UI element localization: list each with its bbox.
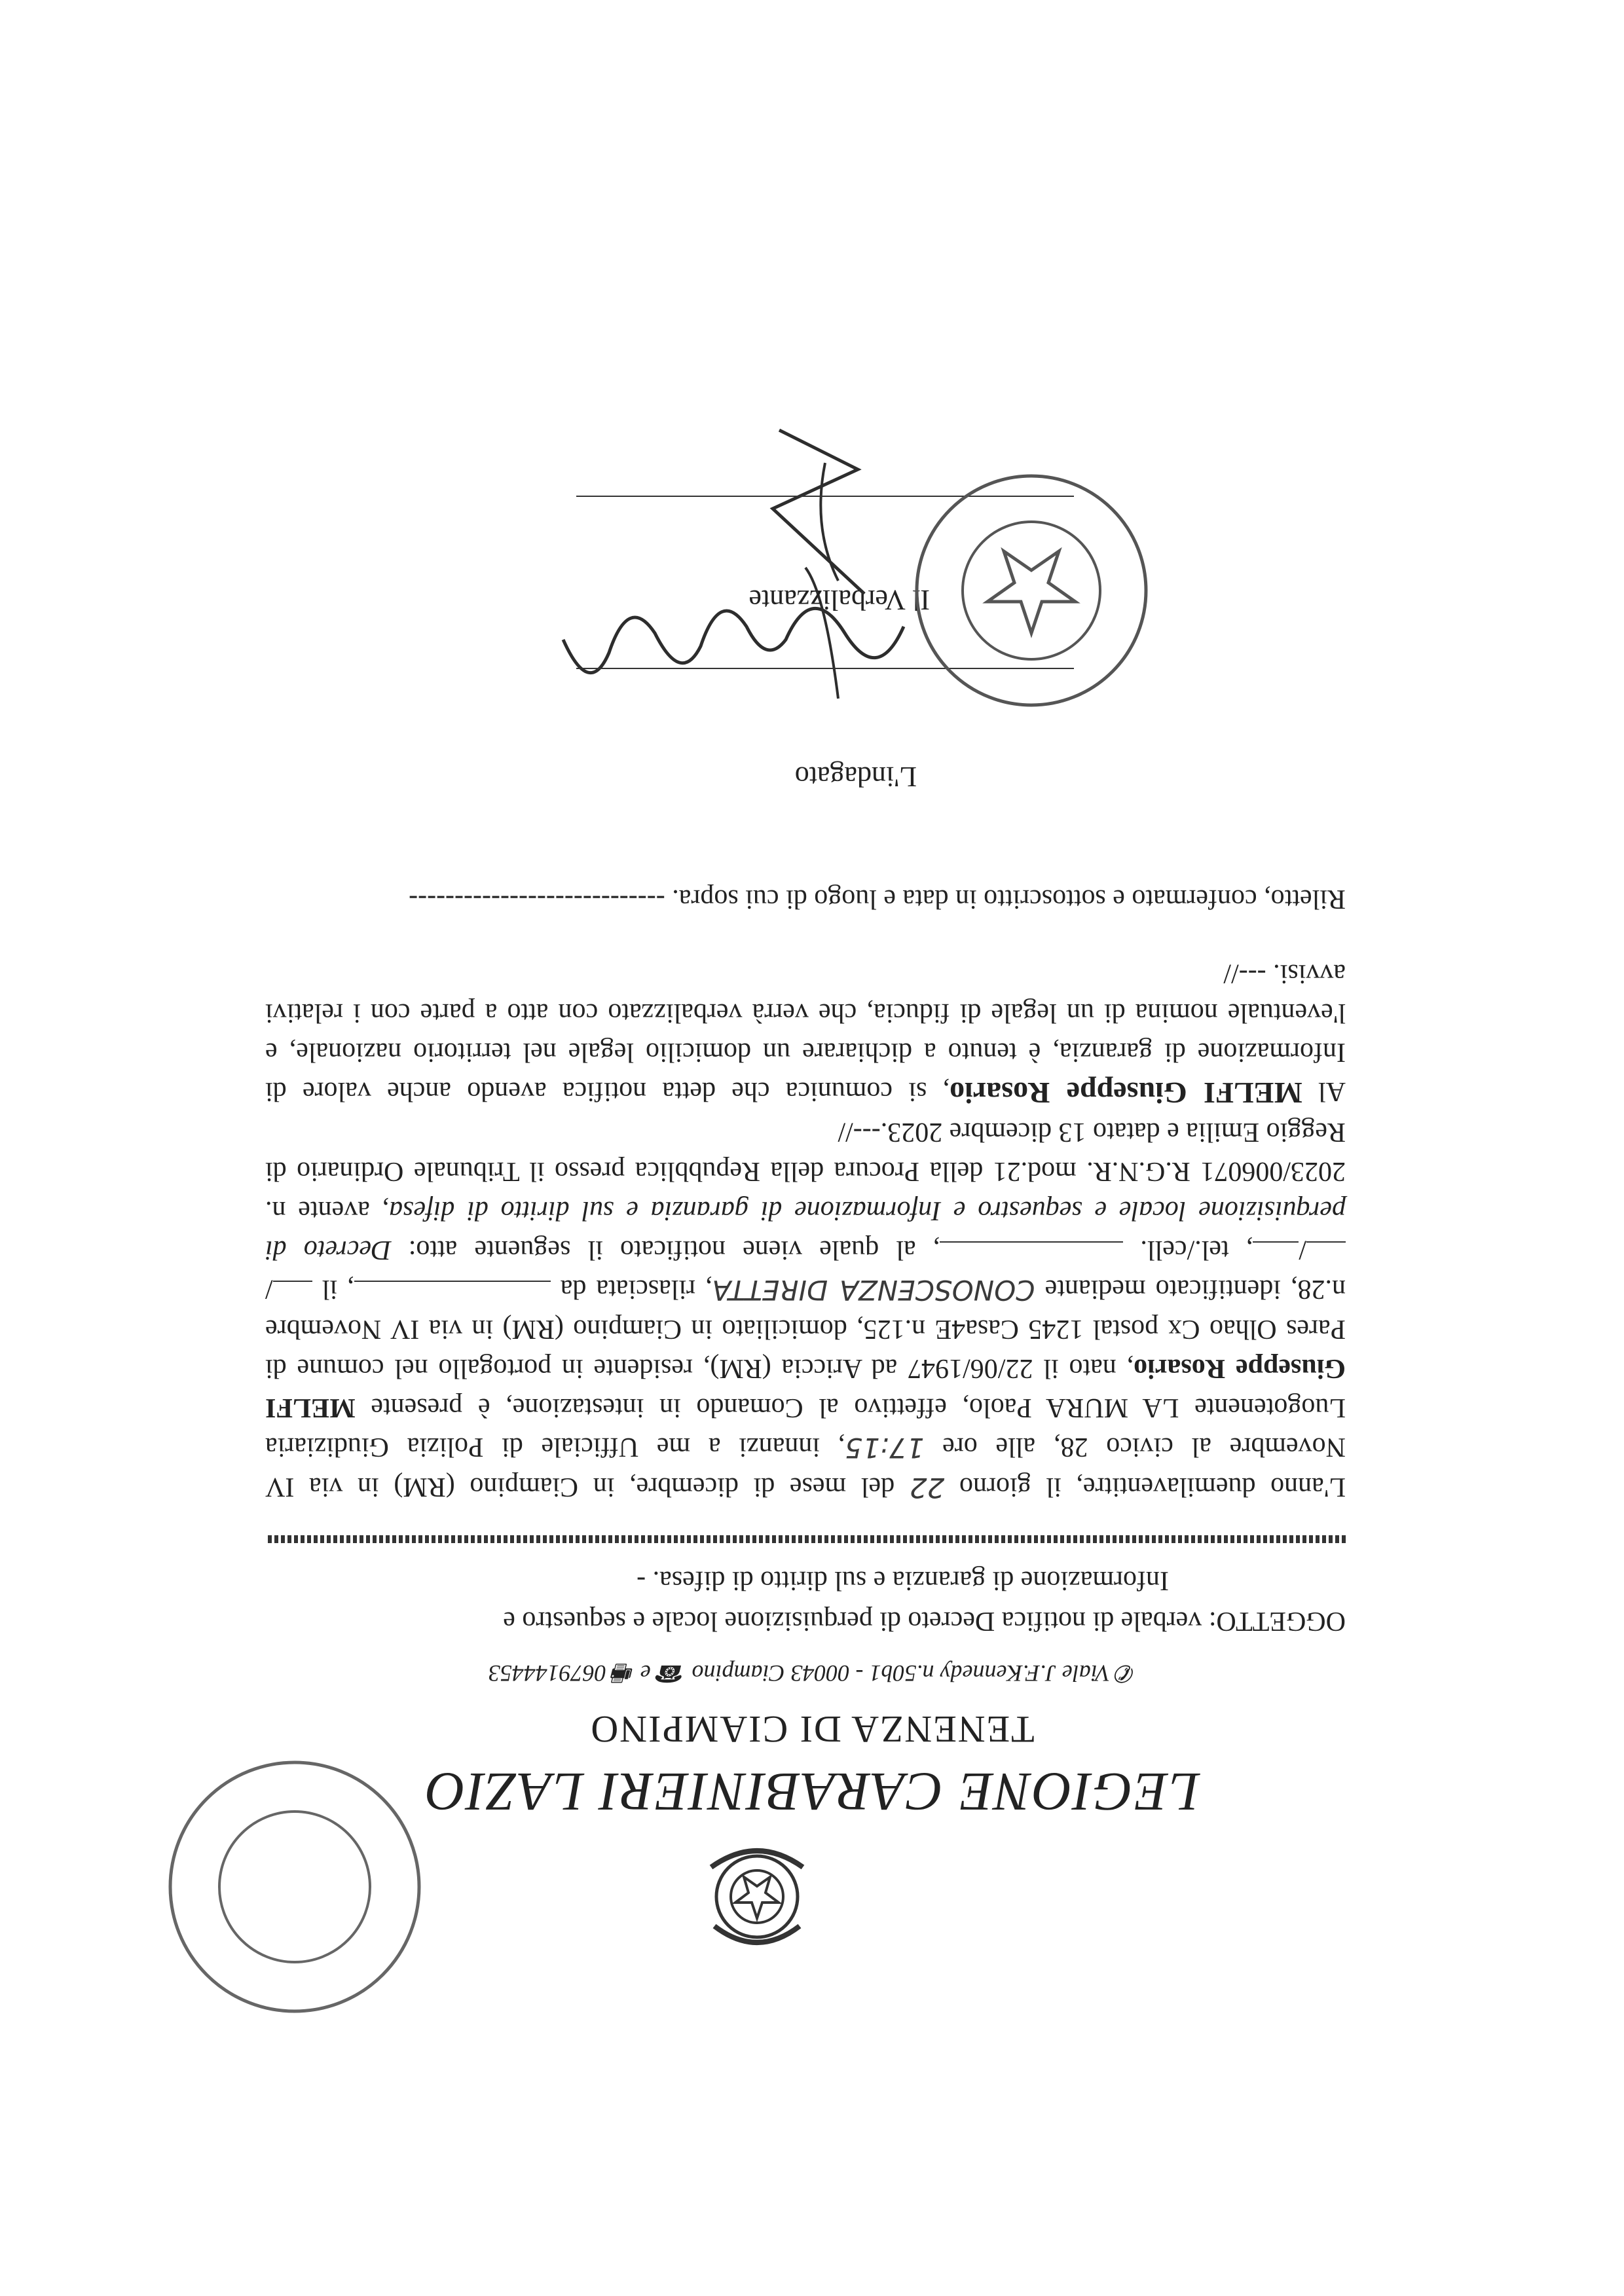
blank-field bbox=[273, 1281, 312, 1282]
handwritten-hour: 17:15 bbox=[845, 1432, 925, 1464]
text-segment: tel./cell. bbox=[1140, 1235, 1229, 1265]
republic-emblem-icon bbox=[698, 1834, 816, 1959]
document-body bbox=[265, 954, 1346, 1507]
official-stamp-icon bbox=[910, 463, 1153, 718]
blank-field bbox=[354, 1281, 551, 1282]
blank-field bbox=[940, 1241, 1123, 1243]
text-segment: , si comunica che detta notifica avendo anche valore di Informazione di garanzia, è tenuto a dichiarare un domicilio legale nel territorio nazionale, e l'eventuale nomina di un legale di fiducia, che verrà verbalizzato con atto a parte con i relativi avvisi. ---// bbox=[265, 958, 1346, 1106]
subject-label: OGGETTO: bbox=[1208, 1606, 1346, 1636]
handwritten-id: CONOSCENZA DIRETTA bbox=[712, 1274, 1035, 1306]
text-segment: , il bbox=[322, 1274, 354, 1304]
handwritten-day: 22 bbox=[909, 1472, 945, 1504]
closing-statement: Riletto, confermato e sottoscritto in data e luogo di cui sopra. ---------------------------- bbox=[409, 884, 1346, 914]
text-segment: , nato il 22/06/1947 ad Ariccia (RM), residente in portogallo nel comune di Pares Olhao Cx postal 1245 Casa4E n.125, domiciliato in Ciampino (RM) in via IV Novembre n.28, identificato mediante bbox=[265, 1274, 1346, 1383]
subject-block bbox=[265, 1560, 1346, 1641]
subject-line-1: verbale di notifica Decreto di perquisizione locale e sequestro e bbox=[503, 1606, 1202, 1636]
paragraph-1: L'anno duemilaventitre, il giorno 22 del mese di dicembre, in Ciampino (RM) in via IV Novembre al civico 28, alle ore 17:15, innanzi a me Ufficiale di Polizia Giudiziaria Luogotenente LA MURA Paolo, effettivo al Comando in intestazione, è presente MELFI Giuseppe Rosario, nato il 22/06/1947 ad Ariccia (RM), residente in portogallo nel comune di Pares Olhao Cx postal 1245 Casa4E n.125, domiciliato in Ciampino (RM) in via IV Novembre n.28, identificato mediante CONOSCENZA DIRETTA, rilasciata da , il //, tel./cell. , al quale viene notificato il seguente atto: Decreto di perquisizione locale e sequestro e Informazione di garanzia e sul diritto di difesa, avente n. 2023/006071 R.G.N.R. mod.21 della Procura della Repubblica presso il Tribunale Ordinario di Reggio Emilia e datato 13 dicembre 2023.---// bbox=[265, 1117, 1346, 1504]
text-segment: , rilasciata da bbox=[560, 1274, 712, 1304]
text-segment: , al quale viene notificato il seguente atto: bbox=[408, 1235, 940, 1265]
notified-act: Decreto di perquisizione locale e sequestro e Informazione di garanzia e sul diritto di difesa bbox=[265, 1195, 1346, 1265]
person-name: MELFI Giuseppe Rosario bbox=[265, 1353, 1346, 1423]
indagato-label: L'indagato bbox=[794, 761, 917, 793]
header-subtitle: TENENZA DI CIAMPINO bbox=[589, 1708, 1035, 1751]
official-stamp-icon bbox=[157, 1756, 432, 2018]
separator-line bbox=[265, 1535, 1346, 1543]
blank-field bbox=[1306, 1241, 1346, 1243]
text-segment: , avente n. 2023/006071 R.G.N.R. mod.21 della Procura della Repubblica presso il Tribunale Ordinario di Reggio Emilia e datato 13 dicembre 2023.---// bbox=[265, 1117, 1346, 1226]
subject-line-2: Informazione di garanzia e sul diritto di difesa. - bbox=[637, 1565, 1169, 1595]
header-address: ✆ Viale J.F.Kennedy n.50b1 - 00043 Ciampino ☎ e 🖷 0679144453 bbox=[488, 1660, 1136, 1686]
header-title: LEGIONE CARABINIERI LAZIO bbox=[424, 1761, 1200, 1822]
text-segment: Al bbox=[1318, 1076, 1346, 1106]
verbalizzante-label: Il Verbalizzante bbox=[748, 584, 930, 616]
paragraph-2 bbox=[265, 954, 1346, 1112]
verbalizzante-signature bbox=[753, 417, 884, 607]
text-segment: L'anno duemilaventitre, il giorno bbox=[959, 1472, 1346, 1502]
person-name: MELFI Giuseppe Rosario bbox=[950, 1076, 1302, 1110]
text-segment: , innanzi a me Ufficiale di Polizia Giudiziaria Luogotenente LA MURA Paolo, effettivo al Comando in intestazione, è presente bbox=[265, 1393, 1346, 1462]
blank-field bbox=[1253, 1241, 1299, 1243]
text-segment: del mese di dicembre, in Ciampino (RM) in via IV Novembre al civico 28, alle ore bbox=[265, 1432, 1346, 1502]
